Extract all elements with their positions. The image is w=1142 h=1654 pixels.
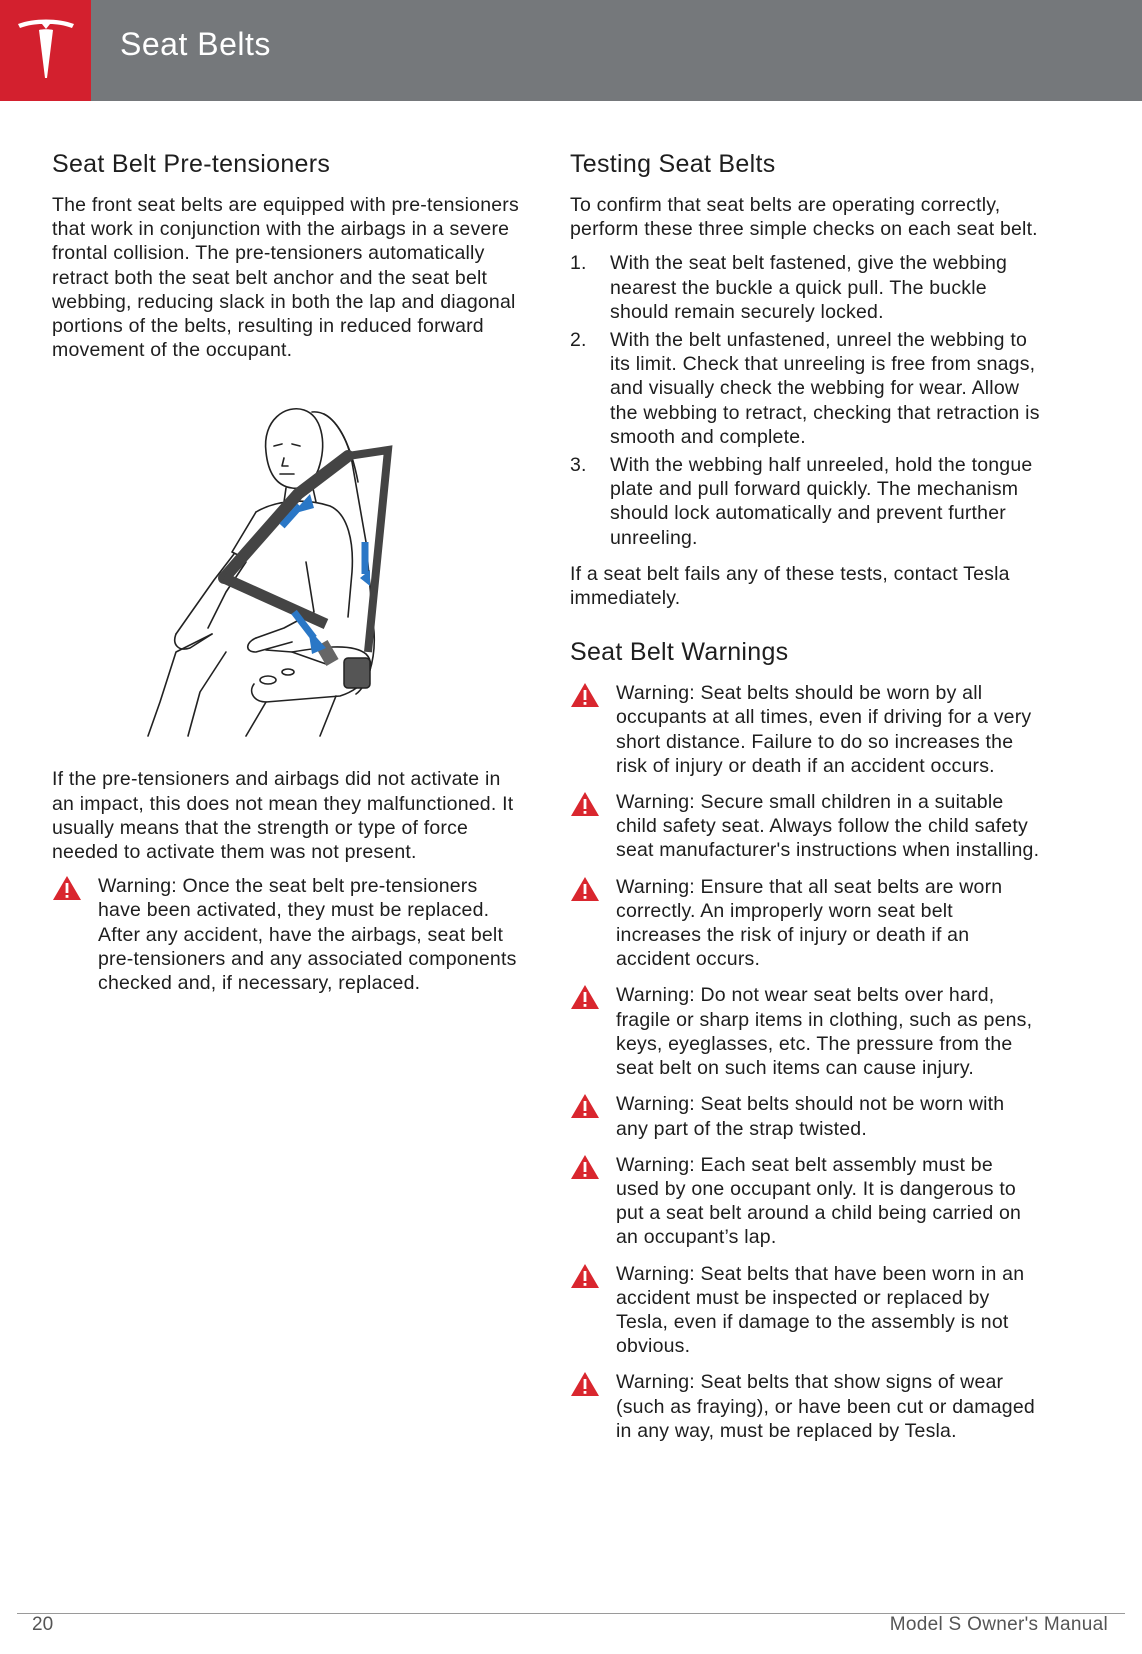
list-item: [570, 453, 1040, 550]
warning-text: Warning: Each seat belt assembly must be used by one occupant only. It is dangerous to put a seat belt around a child being carried on an occupant’s lap.: [616, 1153, 1022, 1249]
warning-icon: [570, 1154, 600, 1180]
warning-icon: [570, 1093, 600, 1119]
warning-block: [570, 1153, 1040, 1250]
step-text: With the belt unfastened, unreel the webbing to its limit. Check that unreeling is free from snags, and visually check the webbing for wear. Allow the webbing to retract, checking that retraction is smooth and complete.: [610, 329, 1040, 448]
warning-icon: [570, 876, 600, 902]
warning-block: [570, 1092, 1040, 1140]
right-column: [570, 150, 1040, 1455]
step-text: With the webbing half unreeled, hold the tongue plate and pull forward quickly. The mechanism should lock automatically and prevent further unreeling.: [610, 454, 1033, 549]
warning-block: [570, 983, 1040, 1080]
testing-heading: Testing Seat Belts: [570, 150, 776, 178]
section-title: Seat Belts: [120, 26, 271, 62]
warning-text: Warning: Ensure that all seat belts are worn correctly. An improperly worn seat belt increases the risk of injury or death if an accident occurs.: [616, 875, 1003, 971]
warning-text: Warning: Secure small children in a suitable child safety seat. Always follow the child safety seat manufacturer's instructions when installing.: [616, 791, 1040, 862]
step-number: 1.: [570, 252, 587, 275]
step-text: With the seat belt fastened, give the webbing nearest the buckle a quick pull. The buckle should remain securely locked.: [610, 252, 1008, 323]
left-column: [52, 150, 522, 1007]
warning-text: Warning: Seat belts that show signs of wear (such as fraying), or have been cut or damaged in any way, must be replaced by Tesla.: [616, 1371, 1035, 1442]
warning-block: [570, 681, 1040, 778]
warning-icon: [570, 1263, 600, 1289]
seat-belt-illustration: [116, 402, 446, 742]
page-header: [0, 0, 1142, 101]
tesla-logo-icon: [16, 18, 76, 80]
manual-title: Model S Owner's Manual: [889, 1614, 1108, 1635]
list-item: [570, 328, 1040, 449]
warning-block: [52, 874, 522, 995]
warning-icon: [570, 1371, 600, 1397]
warnings-heading: Seat Belt Warnings: [570, 638, 789, 667]
warning-icon: [52, 875, 82, 901]
warning-block: [570, 875, 1040, 972]
testing-intro: To confirm that seat belts are operating correctly, perform these three simple checks on each seat belt.: [570, 194, 1038, 241]
pretensioners-heading: Seat Belt Pre-tensioners: [52, 150, 331, 178]
pretensioners-note: If the pre-tensioners and airbags did not activate in an impact, this does not mean they malfunctioned. It usually means that the strength or type of force needed to activate them was not present.: [52, 768, 514, 864]
step-number: 2.: [570, 329, 587, 352]
warning-text: Warning: Do not wear seat belts over hard, fragile or sharp items in clothing, such as pens, keys, eyeglasses, etc. The pressure from the seat belt on such items can cause injury.: [616, 984, 1033, 1080]
warning-text: Warning: Seat belts should be worn by all occupants at all times, even if driving for a very short distance. Failure to do so increases the risk of injury or death if an accident occurs.: [616, 682, 1032, 777]
list-item: [570, 251, 1040, 324]
warning-block: [570, 790, 1040, 863]
page-number: 20: [32, 1614, 54, 1635]
warning-text: Warning: Seat belts that have been worn in an accident must be inspected or replaced by Tesla, even if damage to the assembly is not obvious.: [616, 1262, 1025, 1358]
pretensioners-intro: The front seat belts are equipped with pre-tensioners that work in conjunction with the airbags in a severe frontal collision. The pre-tensioners automatically retract both the seat belt anchor and the seat belt webbing, reducing slack in both the lap and diagonal portions of the belts, resulting in reduced forward movement of the occupant.: [52, 194, 519, 362]
warning-block: [570, 1262, 1040, 1359]
testing-steps: [570, 251, 1040, 549]
warning-block: [570, 1370, 1040, 1443]
brand-logo: [0, 0, 91, 101]
warning-icon: [570, 791, 600, 817]
warning-icon: [570, 682, 600, 708]
warning-text: Warning: Once the seat belt pre-tensioners have been activated, they must be replaced. After any accident, have the airbags, seat belt pre-tensioners and any associated components checked and, if necessary, replaced.: [98, 875, 517, 995]
warning-icon: [570, 984, 600, 1010]
warning-text: Warning: Seat belts should not be worn with any part of the strap twisted.: [616, 1093, 1005, 1140]
step-number: 3.: [570, 454, 587, 477]
testing-outro: If a seat belt fails any of these tests, contact Tesla immediately.: [570, 562, 1010, 610]
